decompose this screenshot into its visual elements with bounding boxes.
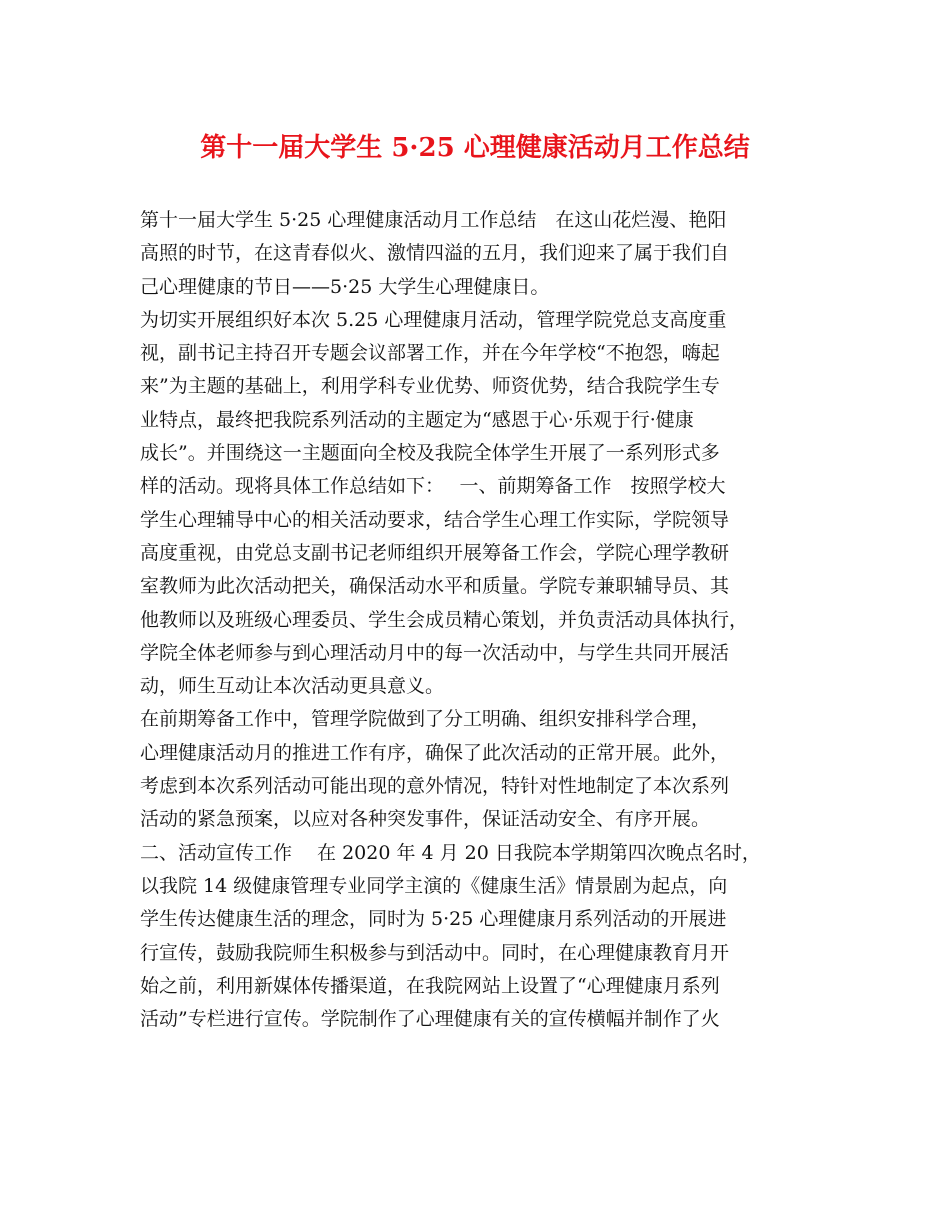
body-line: 学院全体老师参与到心理活动月中的每一次活动中，与学生共同开展活 — [140, 641, 730, 664]
body-line: 为切实开展组织好本次 5.25 心理健康月活动，管理学院党总支高度重 — [140, 308, 727, 331]
body-line: 成长”。并围绕这一主题面向全校及我院全体学生开展了一系列形式多 — [140, 442, 720, 465]
body-line: 学生传达健康生活的理念，同时为 5·25 心理健康月系列活动的开展进 — [140, 908, 727, 931]
body-line: 行宣传，鼓励我院师生积极参与到活动中。同时，在心理健康教育月开 — [140, 941, 730, 964]
document-title: 第十一届大学生 5·25 心理健康活动月工作总结 — [200, 133, 750, 163]
body-line: 他教师以及班级心理委员、学生会成员精心策划，并负责活动具体执行， — [140, 608, 749, 631]
body-line: 始之前，利用新媒体传播渠道，在我院网站上设置了“心理健康月系列 — [140, 974, 720, 997]
body-line: 样的活动。现将具体工作总结如下： 一、前期筹备工作 按照学校大 — [140, 475, 726, 498]
body-line: 学生心理辅导中心的相关活动要求，结合学生心理工作实际，学院领导 — [140, 508, 730, 531]
body-line: 高照的时节，在这青春似火、激情四溢的五月，我们迎来了属于我们自 — [140, 242, 730, 265]
body-line: 活动”专栏进行宣传。学院制作了心理健康有关的宣传横幅并制作了火 — [140, 1008, 720, 1031]
body-line: 第十一届大学生 5·25 心理健康活动月工作总结 在这山花烂漫、艳阳 — [140, 209, 727, 231]
body-line: 活动的紧急预案，以应对各种突发事件，保证活动安全、有序开展。 — [140, 808, 711, 831]
body-line: 在前期筹备工作中，管理学院做到了分工明确、组织安排科学合理， — [140, 708, 711, 731]
body-line: 心理健康活动月的推进工作有序，确保了此次活动的正常开展。此外， — [140, 741, 730, 764]
body-line: 高度重视，由党总支副书记老师组织开展筹备工作会，学院心理学教研 — [140, 541, 730, 564]
body-line: 考虑到本次系列活动可能出现的意外情况，特针对性地制定了本次系列 — [140, 775, 730, 798]
document-body — [140, 204, 830, 1036]
body-line: 以我院 14 级健康管理专业同学主演的《健康生活》情景剧为起点，向 — [140, 874, 728, 897]
body-line: 业特点，最终把我院系列活动的主题定为“感恩于心·乐观于行·健康 — [140, 408, 694, 431]
body-line: 二、活动宣传工作 在 2020 年 4 月 20 日我院本学期第四次晚点名时， — [140, 841, 761, 864]
body-line: 视，副书记主持召开专题会议部署工作，并在今年学校“不抱怨，嗨起 — [140, 342, 720, 365]
body-line: 来”为主题的基础上，利用学科专业优势、师资优势，结合我院学生专 — [140, 375, 720, 398]
body-line: 动，师生互动让本次活动更具意义。 — [140, 675, 445, 698]
body-line: 己心理健康的节日——5·25 大学生心理健康日。 — [140, 275, 550, 298]
body-line: 室教师为此次活动把关，确保活动水平和质量。学院专兼职辅导员、其 — [140, 575, 730, 598]
